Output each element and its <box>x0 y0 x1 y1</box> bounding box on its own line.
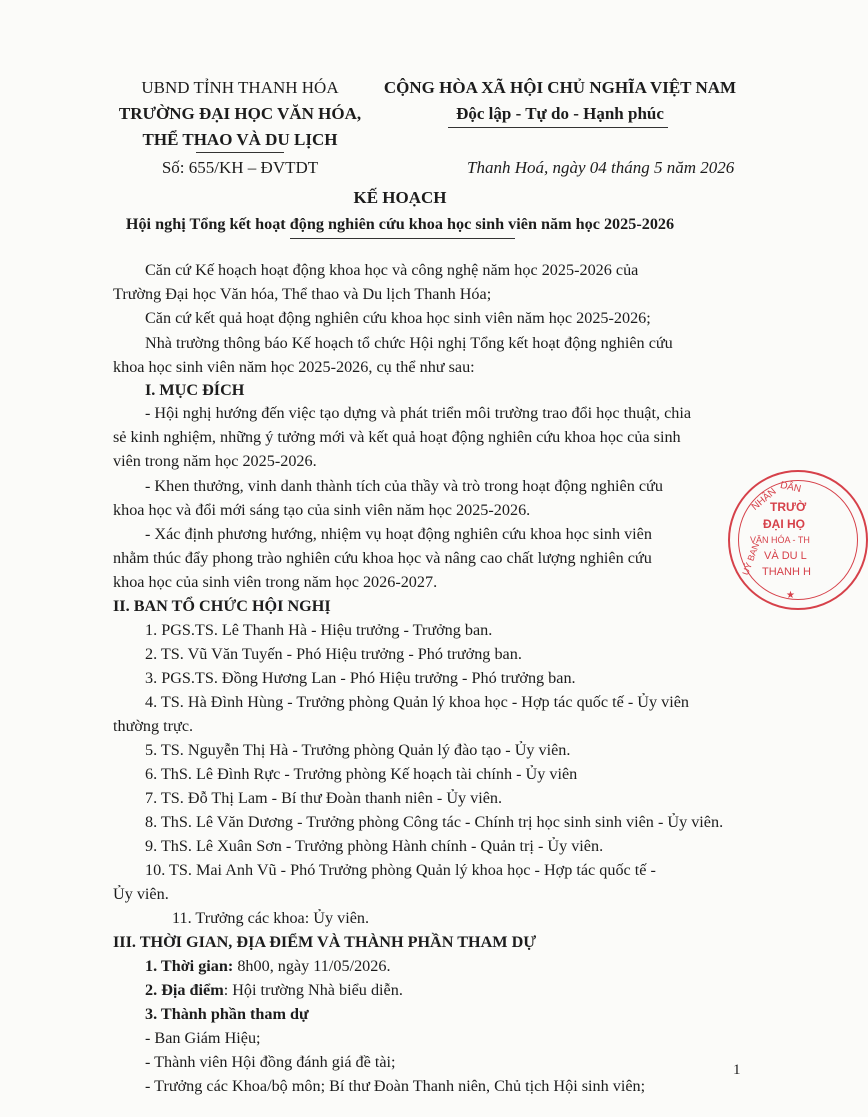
intro-line: Căn cứ Kế hoạch hoạt động khoa học và công nghệ năm học 2025-2026 của <box>145 261 639 279</box>
seal-text-line2: ĐẠI HỌ <box>763 517 805 531</box>
committee-member: 4. TS. Hà Đình Hùng - Trưởng phòng Quản lý khoa học - Hợp tác quốc tế - Ủy viên <box>145 693 689 711</box>
time-value: 8h00, ngày 11/05/2026. <box>233 957 391 975</box>
time-label: 1. Thời gian: <box>145 957 234 975</box>
intro-line: Căn cứ kết quả hoạt động nghiên cứu khoa học sinh viên năm học 2025-2026; <box>145 309 651 327</box>
committee-member: 1. PGS.TS. Lê Thanh Hà - Hiệu trưởng - Trưởng ban. <box>145 621 493 639</box>
intro-line: Trường Đại học Văn hóa, Thể thao và Du lịch Thanh Hóa; <box>113 285 492 303</box>
committee-member-cont: Ủy viên. <box>113 885 169 903</box>
purpose-line: - Hội nghị hướng đến việc tạo dựng và phát triển môi trường trao đổi học thuật, chia <box>145 404 692 422</box>
intro-line: Nhà trường thông báo Kế hoạch tổ chức Hội nghị Tổng kết hoạt động nghiên cứu <box>145 334 673 352</box>
place-label: 2. Địa điểm <box>145 981 224 999</box>
attendees-heading: 3. Thành phần tham dự <box>145 1005 309 1023</box>
national-motto: Độc lập - Tự do - Hạnh phúc <box>456 104 664 123</box>
page-number: 1 <box>733 1062 741 1078</box>
school-name-underline <box>196 152 284 153</box>
committee-member: 5. TS. Nguyễn Thị Hà - Trưởng phòng Quản lý đào tạo - Ủy viên. <box>145 741 571 759</box>
purpose-line: khoa học của sinh viên trong năm học 2026-2027. <box>113 573 438 591</box>
committee-member-cont: thường trực. <box>113 717 194 735</box>
official-seal <box>728 470 868 610</box>
section-heading-time-place: III. THỜI GIAN, ĐỊA ĐIỂM VÀ THÀNH PHẦN THAM DỰ <box>113 933 537 951</box>
purpose-line: nhằm thúc đẩy phong trào nghiên cứu khoa học và nâng cao chất lượng nghiên cứu <box>113 549 652 567</box>
seal-text-line3: VĂN HÓA - TH <box>750 535 810 545</box>
committee-member: 8. ThS. Lê Văn Dương - Trưởng phòng Công tác - Chính trị học sinh sinh viên - Ủy viên. <box>145 813 724 831</box>
attendee-line: - Thành viên Hội đồng đánh giá đề tài; <box>145 1053 396 1071</box>
time-line <box>145 957 391 976</box>
committee-member: 9. ThS. Lê Xuân Sơn - Trưởng phòng Hành chính - Quản trị - Ủy viên. <box>145 837 604 855</box>
school-name-line1: TRƯỜNG ĐẠI HỌC VĂN HÓA, <box>118 104 362 123</box>
document-number: Số: 655/KH – ĐVTDT <box>161 158 319 177</box>
seal-text-line5: THANH H <box>762 566 811 578</box>
national-title: CỘNG HÒA XÃ HỘI CHỦ NGHĨA VIỆT NAM <box>383 78 737 97</box>
seal-text-line1: TRƯỜ <box>770 500 807 514</box>
committee-member: 3. PGS.TS. Đồng Hương Lan - Phó Hiệu trưởng - Phó trưởng ban. <box>145 669 576 687</box>
purpose-line: - Khen thưởng, vinh danh thành tích của thầy và trò trong hoạt động nghiên cứu <box>145 477 663 495</box>
subtitle-underline <box>290 238 515 239</box>
purpose-line: sẻ kinh nghiệm, những ý tưởng mới và kết quả hoạt động nghiên cứu khoa học của sinh <box>113 428 681 446</box>
seal-text-top: DÂN <box>779 479 803 496</box>
attendee-line: - Trưởng các Khoa/bộ môn; Bí thư Đoàn Thanh niên, Chủ tịch Hội sinh viên; <box>145 1077 646 1095</box>
place-line <box>145 981 403 1000</box>
motto-underline <box>448 127 668 128</box>
committee-member: 7. TS. Đỗ Thị Lam - Bí thư Đoàn thanh niên - Ủy viên. <box>145 789 503 807</box>
seal-text-arc: NHÂN <box>749 486 779 513</box>
document-subtitle: Hội nghị Tổng kết hoạt động nghiên cứu khoa học sinh viên năm học 2025-2026 <box>125 215 675 233</box>
intro-line: khoa học sinh viên năm học 2025-2026, cụ thể như sau: <box>113 358 475 376</box>
document-title: KẾ HOẠCH <box>353 188 447 207</box>
committee-member: 6. ThS. Lê Đình Rực - Trưởng phòng Kế hoạch tài chính - Ủy viên <box>145 765 578 783</box>
attendee-line: - Ban Giám Hiệu; <box>145 1029 261 1047</box>
school-name-line2: THỂ THAO VÀ DU LỊCH <box>142 130 338 149</box>
seal-text-line4: VÀ DU L <box>764 550 807 562</box>
section-heading-purpose: I. MỤC ĐÍCH <box>145 381 245 399</box>
purpose-line: - Xác định phương hướng, nhiệm vụ hoạt động nghiên cứu khoa học sinh viên <box>145 525 652 543</box>
seal-star-icon: ★ <box>786 590 795 601</box>
committee-member: 11. Trưởng các khoa: Ủy viên. <box>172 909 370 927</box>
committee-member: 2. TS. Vũ Văn Tuyến - Phó Hiệu trưởng - Phó trưởng ban. <box>145 645 522 663</box>
date-line: Thanh Hoá, ngày 04 tháng 5 năm 2026 <box>467 158 735 177</box>
province-authority: UBND TỈNH THANH HÓA <box>141 78 339 97</box>
purpose-line: viên trong năm học 2025-2026. <box>113 452 317 470</box>
seal-text-side: UỶ BAN <box>740 541 762 577</box>
place-value: : Hội trường Nhà biểu diễn. <box>223 981 403 999</box>
committee-member: 10. TS. Mai Anh Vũ - Phó Trưởng phòng Quản lý khoa học - Hợp tác quốc tế - <box>145 861 656 879</box>
section-heading-committee: II. BAN TỔ CHỨC HỘI NGHỊ <box>113 597 331 615</box>
purpose-line: khoa học và đổi mới sáng tạo của sinh viên năm học 2025-2026. <box>113 501 531 519</box>
